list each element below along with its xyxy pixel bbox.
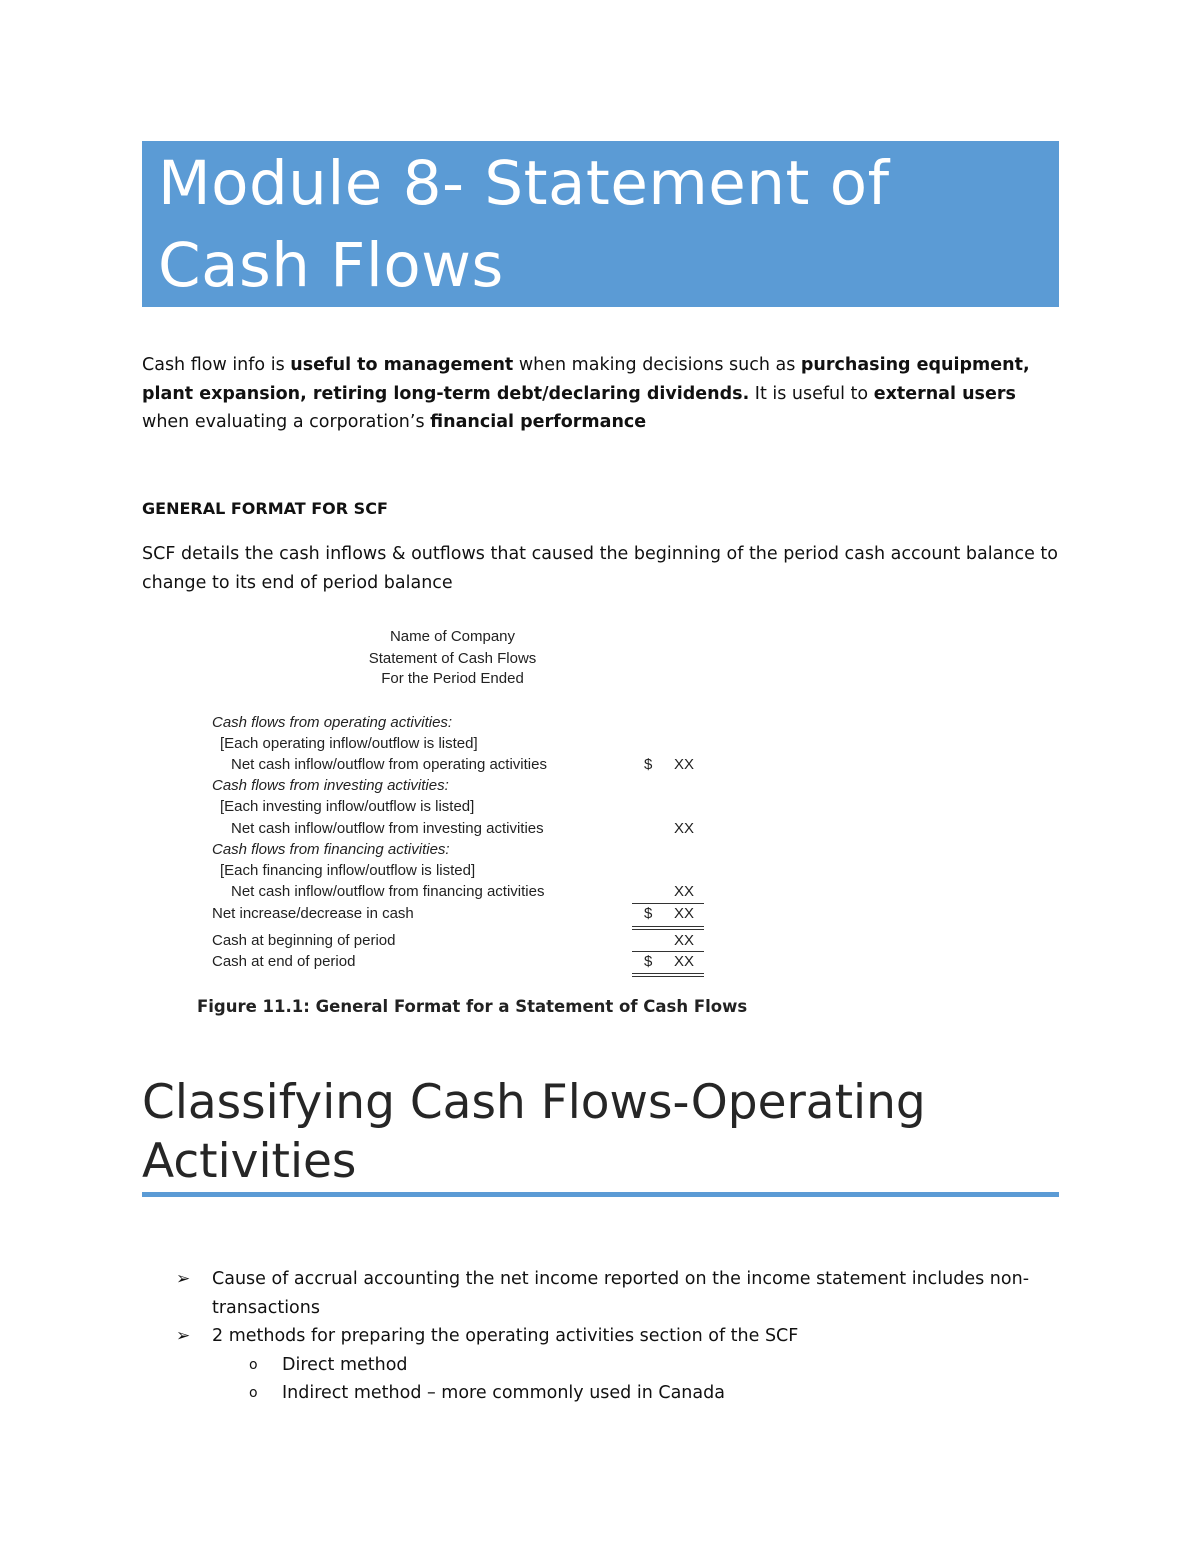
- net-change-dollar: $: [644, 905, 653, 922]
- intro-bold-3: external users: [873, 383, 1016, 404]
- figure-company-name: Name of Company: [389, 628, 516, 645]
- intro-text-3: It is useful to: [749, 383, 874, 404]
- page-title-line-1: Module 8- Statement of: [158, 148, 890, 219]
- net-change-double-rule-1: [632, 926, 704, 927]
- cash-beginning-amount: XX: [674, 932, 695, 949]
- intro-text-1: Cash flow info is: [142, 355, 291, 375]
- financing-item: [Each financing inflow/outflow is listed]: [220, 862, 476, 879]
- section-heading-line-2: Activities: [142, 1134, 357, 1189]
- financing-net-amount: XX: [674, 883, 695, 900]
- investing-item: [Each investing inflow/outflow is listed]: [220, 798, 475, 815]
- net-change-label: Net increase/decrease in cash: [212, 905, 414, 922]
- title-banner: [142, 141, 1059, 307]
- section-heading: [142, 1073, 1062, 1191]
- list-item: [142, 1265, 1062, 1322]
- cash-end-dollar: $: [644, 953, 653, 970]
- scf-description: SCF details the cash inflows & outflows that caused the beginning of the period cash account balance to change to its end of period balance: [142, 544, 1058, 593]
- investing-heading: Cash flows from investing activities:: [212, 777, 449, 794]
- financing-net: Net cash inflow/outflow from financing activities: [231, 883, 545, 900]
- intro-text-2: when making decisions such as: [513, 355, 801, 375]
- arrow-bullet-icon: ➢: [176, 1269, 191, 1289]
- investing-net: Net cash inflow/outflow from investing activities: [231, 820, 544, 837]
- sub-list-item-text: Indirect method – more commonly used in Canada: [282, 1383, 725, 1403]
- section-heading-underline: [142, 1192, 1059, 1197]
- cash-end-double-rule-1: [632, 973, 704, 974]
- intro-bold-1: useful to management: [290, 355, 514, 375]
- investing-net-amount: XX: [674, 820, 695, 837]
- intro-bold-2: purchasing equipment, plant expansion, retiring long-term debt/declaring dividends.: [142, 355, 1030, 404]
- operating-item: [Each operating inflow/outflow is listed]: [220, 735, 478, 752]
- cash-end-amount: XX: [674, 953, 695, 970]
- list-item: [142, 1322, 1062, 1351]
- list-item-text: 2 methods for preparing the operating activities section of the SCF: [212, 1326, 799, 1346]
- page-title-line-2: Cash Flows: [158, 230, 504, 301]
- operating-net-amount: XX: [674, 756, 695, 773]
- sub-list-item: [142, 1379, 1062, 1408]
- circle-bullet-icon: o: [249, 1385, 258, 1401]
- figure-statement-name: Statement of Cash Flows: [368, 650, 537, 667]
- bullet-list: [142, 1265, 1062, 1408]
- sub-list-item: [142, 1351, 1062, 1380]
- cash-end-label: Cash at end of period: [212, 953, 356, 970]
- operating-net-dollar: $: [644, 756, 653, 773]
- page-title: [158, 143, 1043, 307]
- section-heading-line-1: Classifying Cash Flows-Operating: [142, 1075, 926, 1130]
- figure-period: For the Period Ended: [381, 670, 524, 687]
- circle-bullet-icon: o: [249, 1356, 258, 1373]
- list-item-text: Cause of accrual accounting the net income reported on the income statement includes non-transactions: [212, 1269, 1030, 1318]
- cash-beginning-label: Cash at beginning of period: [212, 932, 396, 949]
- cash-end-double-rule-2: [632, 976, 704, 977]
- scf-format-figure: [200, 625, 720, 1025]
- figure-caption: Figure 11.1: General Format for a Statement of Cash Flows: [197, 997, 748, 1016]
- operating-heading: Cash flows from operating activities:: [212, 714, 453, 731]
- intro-paragraph: [142, 351, 1062, 437]
- net-change-amount: XX: [674, 905, 695, 922]
- operating-net: Net cash inflow/outflow from operating activities: [231, 756, 547, 773]
- sub-list-item-text: Direct method: [282, 1354, 408, 1375]
- general-format-heading: GENERAL FORMAT FOR SCF: [142, 499, 388, 518]
- financing-heading: Cash flows from financing activities:: [212, 841, 450, 858]
- intro-bold-4: financial performance: [430, 412, 647, 432]
- intro-text-4: when evaluating a corporation’s: [142, 412, 431, 432]
- arrow-bullet-icon: ➢: [176, 1326, 191, 1346]
